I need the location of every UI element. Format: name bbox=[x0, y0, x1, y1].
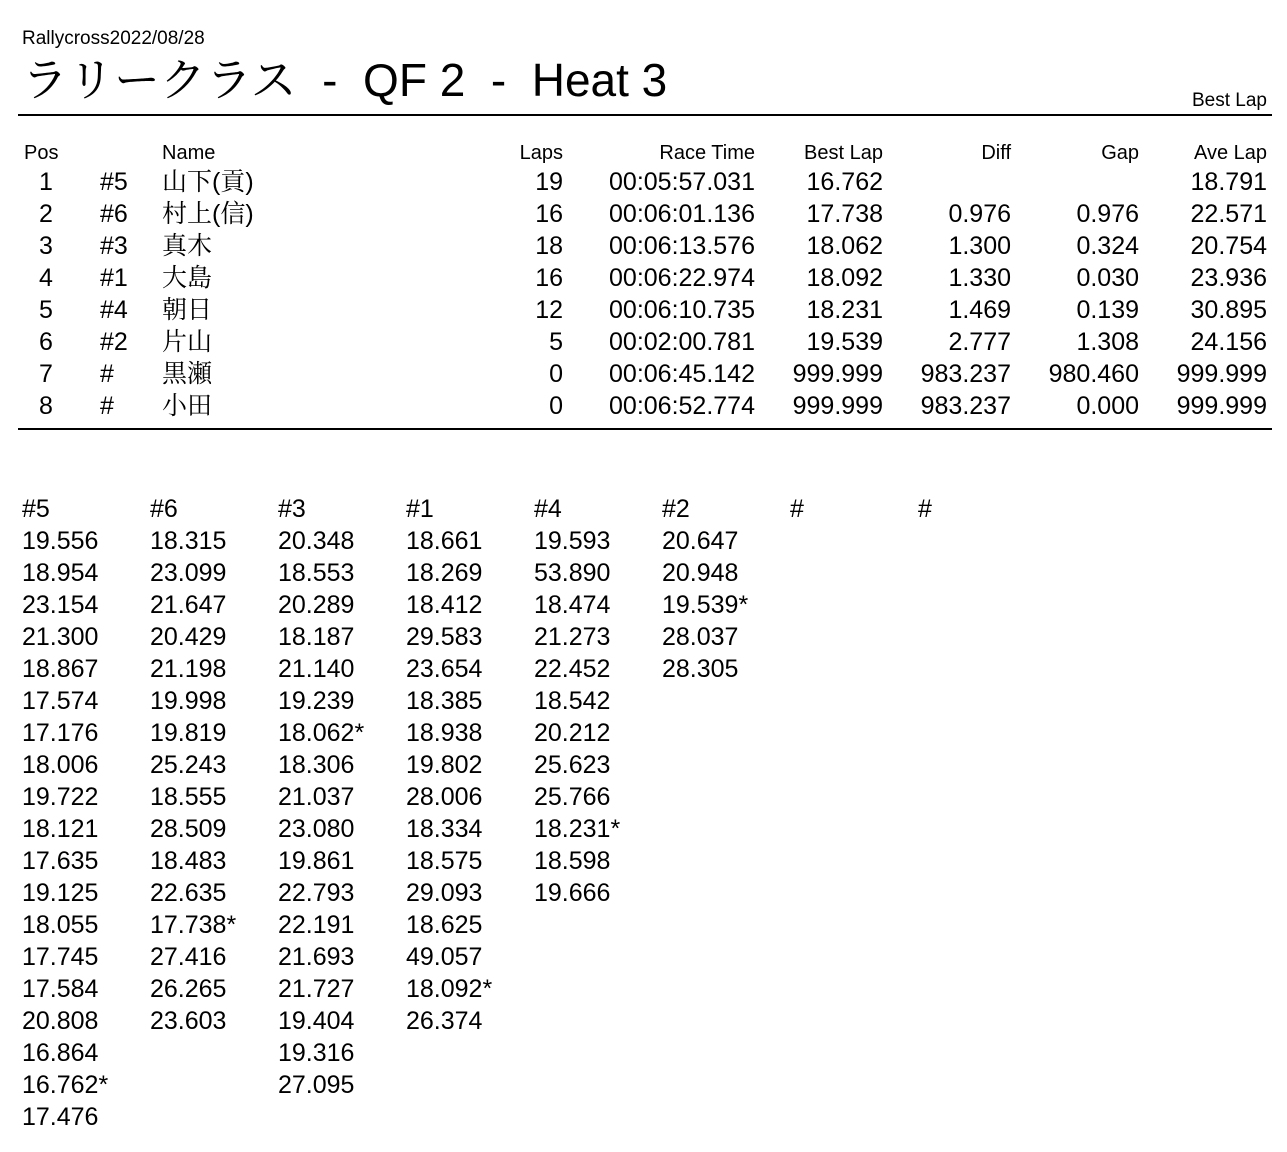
lap-time: 18.269 bbox=[406, 559, 483, 587]
result-best-lap: 19.539 bbox=[806, 328, 883, 356]
result-driver-name: 大島 bbox=[162, 264, 213, 292]
result-car-number: #1 bbox=[100, 264, 128, 292]
result-car-number: #5 bbox=[100, 168, 128, 196]
result-race-time: 00:06:45.142 bbox=[609, 360, 755, 388]
result-race-time: 00:05:57.031 bbox=[609, 168, 755, 196]
lap-time: 18.575 bbox=[406, 847, 483, 875]
lap-column bbox=[22, 493, 150, 1133]
lap-time: 28.305 bbox=[662, 655, 739, 683]
header-laps: Laps bbox=[519, 142, 563, 164]
lap-time: 27.416 bbox=[150, 943, 227, 971]
result-gap: 0.000 bbox=[1076, 392, 1139, 420]
result-pos: 7 bbox=[39, 360, 53, 388]
lap-time: 18.055 bbox=[22, 911, 99, 939]
lap-time: 18.483 bbox=[150, 847, 227, 875]
table-row bbox=[0, 166, 1287, 198]
lap-time: 19.861 bbox=[278, 847, 355, 875]
lap-time: 18.121 bbox=[22, 815, 99, 843]
lap-time: 25.623 bbox=[534, 751, 611, 779]
result-best-lap: 17.738 bbox=[806, 200, 883, 228]
lap-time: 18.006 bbox=[22, 751, 99, 779]
result-pos: 2 bbox=[39, 200, 53, 228]
lap-time: 21.140 bbox=[278, 655, 355, 683]
lap-time: 18.954 bbox=[22, 559, 99, 587]
lap-column-car-number: # bbox=[918, 495, 932, 523]
lap-time: 21.647 bbox=[150, 591, 227, 619]
result-ave-lap: 30.895 bbox=[1190, 296, 1267, 324]
result-car-number: # bbox=[100, 392, 114, 420]
lap-time: 20.289 bbox=[278, 591, 355, 619]
header-gap: Gap bbox=[1101, 142, 1139, 164]
lap-time: 20.212 bbox=[534, 719, 611, 747]
result-best-lap: 999.999 bbox=[792, 360, 883, 388]
lap-time: 17.476 bbox=[22, 1103, 99, 1131]
page-title: ラリークラス - QF 2 - Heat 3 bbox=[22, 54, 668, 106]
lap-time: 19.539* bbox=[662, 591, 749, 619]
result-driver-name: 山下(貢) bbox=[162, 168, 254, 196]
lap-time: 18.661 bbox=[406, 527, 483, 555]
lap-column bbox=[662, 493, 790, 685]
lap-time: 18.474 bbox=[534, 591, 611, 619]
lap-time: 22.452 bbox=[534, 655, 611, 683]
result-race-time: 00:06:13.576 bbox=[609, 232, 755, 260]
result-car-number: #3 bbox=[100, 232, 128, 260]
lap-time: 22.635 bbox=[150, 879, 227, 907]
result-laps: 5 bbox=[549, 328, 563, 356]
lap-time: 17.635 bbox=[22, 847, 99, 875]
result-race-time: 00:06:01.136 bbox=[609, 200, 755, 228]
lap-time: 23.099 bbox=[150, 559, 227, 587]
lap-time: 27.095 bbox=[278, 1071, 355, 1099]
result-laps: 16 bbox=[535, 200, 563, 228]
result-pos: 3 bbox=[39, 232, 53, 260]
header-best-lap: Best Lap bbox=[804, 142, 883, 164]
result-driver-name: 小田 bbox=[162, 392, 213, 420]
table-row bbox=[0, 390, 1287, 422]
lap-time: 29.093 bbox=[406, 879, 483, 907]
lap-time: 22.191 bbox=[278, 911, 355, 939]
lap-time: 17.738* bbox=[150, 911, 237, 939]
result-laps: 12 bbox=[535, 296, 563, 324]
result-pos: 6 bbox=[39, 328, 53, 356]
result-diff: 2.777 bbox=[948, 328, 1011, 356]
lap-column-car-number: #4 bbox=[534, 495, 562, 523]
result-laps: 0 bbox=[549, 392, 563, 420]
result-best-lap: 18.062 bbox=[806, 232, 883, 260]
lap-column bbox=[790, 493, 918, 525]
result-best-lap: 18.231 bbox=[806, 296, 883, 324]
table-row bbox=[0, 294, 1287, 326]
result-race-time: 00:06:10.735 bbox=[609, 296, 755, 324]
lap-time: 21.273 bbox=[534, 623, 611, 651]
result-gap: 0.030 bbox=[1076, 264, 1139, 292]
lap-time: 22.793 bbox=[278, 879, 355, 907]
lap-time: 23.080 bbox=[278, 815, 355, 843]
result-car-number: #2 bbox=[100, 328, 128, 356]
result-race-time: 00:06:22.974 bbox=[609, 264, 755, 292]
lap-column-car-number: #6 bbox=[150, 495, 178, 523]
result-ave-lap: 18.791 bbox=[1190, 168, 1267, 196]
lap-time: 19.316 bbox=[278, 1039, 355, 1067]
lap-time: 20.948 bbox=[662, 559, 739, 587]
table-row bbox=[0, 358, 1287, 390]
result-pos: 8 bbox=[39, 392, 53, 420]
lap-time: 21.693 bbox=[278, 943, 355, 971]
lap-column-car-number: #3 bbox=[278, 495, 306, 523]
result-car-number: # bbox=[100, 360, 114, 388]
lap-time: 23.603 bbox=[150, 1007, 227, 1035]
result-ave-lap: 999.999 bbox=[1176, 360, 1267, 388]
result-pos: 4 bbox=[39, 264, 53, 292]
result-gap: 0.139 bbox=[1076, 296, 1139, 324]
lap-time: 18.542 bbox=[534, 687, 611, 715]
lap-time: 19.593 bbox=[534, 527, 611, 555]
lap-column-car-number: #1 bbox=[406, 495, 434, 523]
lap-time: 19.666 bbox=[534, 879, 611, 907]
lap-time: 18.092* bbox=[406, 975, 493, 1003]
result-best-lap: 16.762 bbox=[806, 168, 883, 196]
results-header bbox=[0, 140, 1287, 166]
header-ave-lap: Ave Lap bbox=[1193, 142, 1267, 164]
result-diff: 1.469 bbox=[948, 296, 1011, 324]
lap-time: 21.300 bbox=[22, 623, 99, 651]
lap-time: 19.998 bbox=[150, 687, 227, 715]
lap-time: 20.808 bbox=[22, 1007, 99, 1035]
result-laps: 19 bbox=[535, 168, 563, 196]
result-driver-name: 黒瀬 bbox=[162, 360, 213, 388]
lap-column bbox=[150, 493, 278, 1037]
result-ave-lap: 24.156 bbox=[1190, 328, 1267, 356]
lap-column-car-number: # bbox=[790, 495, 804, 523]
lap-column bbox=[918, 493, 1046, 525]
result-ave-lap: 20.754 bbox=[1190, 232, 1267, 260]
lap-time: 18.598 bbox=[534, 847, 611, 875]
lap-time: 53.890 bbox=[534, 559, 611, 587]
lap-time: 25.766 bbox=[534, 783, 611, 811]
lap-time: 16.762* bbox=[22, 1071, 109, 1099]
lap-time: 26.374 bbox=[406, 1007, 483, 1035]
result-driver-name: 真木 bbox=[162, 232, 213, 260]
result-diff: 1.330 bbox=[948, 264, 1011, 292]
subtitle: Rallycross2022/08/28 bbox=[22, 28, 205, 49]
result-gap: 1.308 bbox=[1076, 328, 1139, 356]
sort-label: Best Lap bbox=[1192, 90, 1267, 111]
lap-time: 18.306 bbox=[278, 751, 355, 779]
lap-time: 17.745 bbox=[22, 943, 99, 971]
lap-time: 18.555 bbox=[150, 783, 227, 811]
result-diff: 983.237 bbox=[920, 392, 1011, 420]
result-gap: 0.976 bbox=[1076, 200, 1139, 228]
result-diff: 1.300 bbox=[948, 232, 1011, 260]
results-table bbox=[0, 140, 1287, 422]
result-best-lap: 999.999 bbox=[792, 392, 883, 420]
header-race-time: Race Time bbox=[659, 142, 755, 164]
result-driver-name: 朝日 bbox=[162, 296, 213, 324]
header-pos: Pos bbox=[24, 142, 59, 164]
lap-time: 17.176 bbox=[22, 719, 99, 747]
lap-time: 21.037 bbox=[278, 783, 355, 811]
lap-time: 20.348 bbox=[278, 527, 355, 555]
result-ave-lap: 999.999 bbox=[1176, 392, 1267, 420]
lap-column bbox=[406, 493, 534, 1037]
result-ave-lap: 22.571 bbox=[1190, 200, 1267, 228]
lap-time: 16.864 bbox=[22, 1039, 99, 1067]
table-row bbox=[0, 326, 1287, 358]
result-pos: 1 bbox=[39, 168, 53, 196]
lap-time: 23.154 bbox=[22, 591, 99, 619]
lap-time: 18.231* bbox=[534, 815, 621, 843]
lap-time: 29.583 bbox=[406, 623, 483, 651]
lap-time: 18.938 bbox=[406, 719, 483, 747]
lap-column-car-number: #5 bbox=[22, 495, 50, 523]
lap-time: 49.057 bbox=[406, 943, 483, 971]
result-race-time: 00:02:00.781 bbox=[609, 328, 755, 356]
lap-time: 28.006 bbox=[406, 783, 483, 811]
lap-time: 18.625 bbox=[406, 911, 483, 939]
table-row bbox=[0, 230, 1287, 262]
lap-time: 19.556 bbox=[22, 527, 99, 555]
lap-time: 18.412 bbox=[406, 591, 483, 619]
lap-time: 19.722 bbox=[22, 783, 99, 811]
lap-time: 18.062* bbox=[278, 719, 365, 747]
result-best-lap: 18.092 bbox=[806, 264, 883, 292]
result-race-time: 00:06:52.774 bbox=[609, 392, 755, 420]
lap-time: 19.239 bbox=[278, 687, 355, 715]
result-ave-lap: 23.936 bbox=[1190, 264, 1267, 292]
lap-time: 25.243 bbox=[150, 751, 227, 779]
result-pos: 5 bbox=[39, 296, 53, 324]
result-laps: 16 bbox=[535, 264, 563, 292]
lap-time: 19.404 bbox=[278, 1007, 355, 1035]
result-driver-name: 片山 bbox=[162, 328, 213, 356]
lap-time: 18.385 bbox=[406, 687, 483, 715]
lap-time: 26.265 bbox=[150, 975, 227, 1003]
lap-column bbox=[278, 493, 406, 1101]
lap-time: 18.315 bbox=[150, 527, 227, 555]
lap-time: 23.654 bbox=[406, 655, 483, 683]
lap-column bbox=[534, 493, 662, 909]
bottom-divider bbox=[18, 428, 1272, 430]
lap-time: 28.037 bbox=[662, 623, 739, 651]
lap-time: 18.334 bbox=[406, 815, 483, 843]
result-diff: 0.976 bbox=[948, 200, 1011, 228]
lap-time: 18.867 bbox=[22, 655, 99, 683]
lap-time: 18.553 bbox=[278, 559, 355, 587]
lap-time: 17.574 bbox=[22, 687, 99, 715]
lap-time: 21.198 bbox=[150, 655, 227, 683]
result-car-number: #6 bbox=[100, 200, 128, 228]
lap-time: 20.647 bbox=[662, 527, 739, 555]
result-laps: 0 bbox=[549, 360, 563, 388]
result-diff: 983.237 bbox=[920, 360, 1011, 388]
result-gap: 0.324 bbox=[1076, 232, 1139, 260]
table-row bbox=[0, 262, 1287, 294]
table-row bbox=[0, 198, 1287, 230]
header-name: Name bbox=[162, 142, 216, 164]
lap-time: 17.584 bbox=[22, 975, 99, 1003]
result-car-number: #4 bbox=[100, 296, 128, 324]
result-laps: 18 bbox=[535, 232, 563, 260]
header-diff: Diff bbox=[981, 142, 1011, 164]
lap-time: 19.802 bbox=[406, 751, 483, 779]
lap-time: 28.509 bbox=[150, 815, 227, 843]
result-gap: 980.460 bbox=[1048, 360, 1139, 388]
lap-time: 18.187 bbox=[278, 623, 355, 651]
result-driver-name: 村上(信) bbox=[162, 200, 254, 228]
lap-time: 20.429 bbox=[150, 623, 227, 651]
lap-time: 19.819 bbox=[150, 719, 227, 747]
lap-column-car-number: #2 bbox=[662, 495, 690, 523]
lap-time: 21.727 bbox=[278, 975, 355, 1003]
lap-time: 19.125 bbox=[22, 879, 99, 907]
results-body bbox=[0, 166, 1287, 422]
top-divider bbox=[18, 114, 1272, 116]
